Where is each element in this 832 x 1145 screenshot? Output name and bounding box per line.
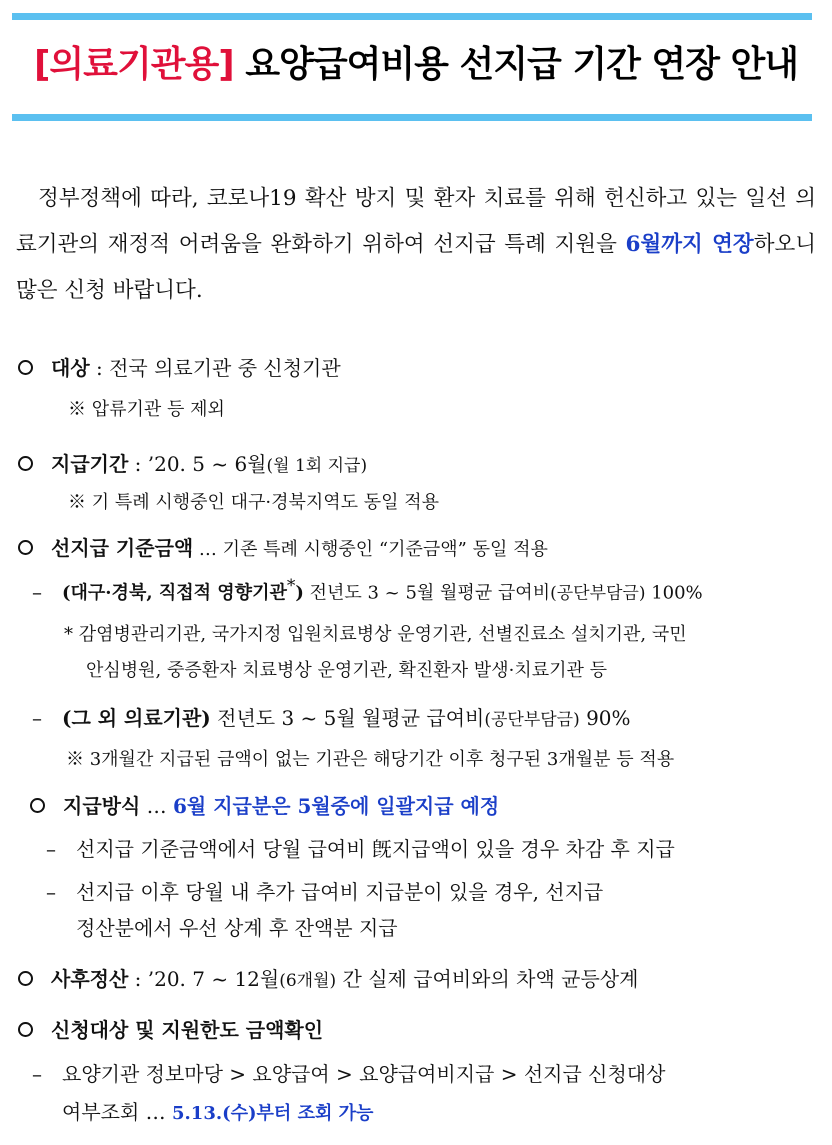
intro-text-end: 하오니 많은 신청 바랍니다.: [16, 232, 817, 303]
method-line: [30, 790, 499, 819]
base-sub1: [32, 576, 703, 605]
circle-bullet-icon: [18, 456, 33, 471]
base-sub2-label: (그 외 의료기관): [62, 706, 211, 730]
method-item-1: – 선지급 기준금액에서 당월 급여비 旣지급액이 있을 경우 차감 후 지급: [46, 837, 675, 861]
base-text: … 기존 특례 시행중인 “기준금액” 동일 적용: [193, 539, 548, 560]
dash-marker: –: [32, 579, 42, 604]
base-sub1-note-1: * 감염병관리기관, 국가지정 입원치료병상 운영기관, 선별진료소 설치기관, 국민: [64, 624, 687, 645]
base-sub2-text: 전년도 3 ~ 5월 월평균 급여비: [210, 706, 485, 730]
circle-bullet-icon: [30, 798, 45, 813]
apply-line: [18, 1014, 323, 1043]
apply-item-text: 요양기관 정보마당 > 요양급여 > 요양급여비지급 > 선지급 신청대상: [62, 1062, 666, 1086]
intro-highlight: 6월까지 연장: [625, 232, 754, 257]
method-item-2-cont: 정산분에서 우선 상계 후 잔액분 지급: [76, 916, 398, 940]
period-label: 지급기간: [51, 452, 129, 476]
circle-bullet-icon: [18, 360, 33, 375]
base-sub2: [32, 702, 631, 731]
base-sub2-note: ※ 3개월간 지급된 금액이 없는 기관은 해당기간 이후 청구된 3개월분 등 적용: [66, 749, 675, 770]
base-sub1-note-2: 안심병원, 중증환자 치료병상 운영기관, 확진환자 발생·치료기관 등: [86, 660, 607, 681]
apply-item-cont: [62, 1096, 373, 1125]
method-label: 지급방식: [63, 794, 141, 818]
settlement-paren: (6개월): [279, 971, 337, 991]
method-ellipsis: …: [140, 794, 173, 818]
method-item-1-text: 선지급 기준금액에서 당월 급여비 旣지급액이 있을 경우 차감 후 지급: [76, 837, 675, 861]
method-highlight: 6월 지급분은 5월중에 일괄지급 예정: [173, 794, 500, 818]
period-note: ※ 기 특례 시행중인 대구·경북지역도 동일 적용: [68, 492, 440, 513]
target-line: [18, 352, 341, 381]
page-title: [0, 36, 832, 87]
circle-bullet-icon: [18, 1022, 33, 1037]
circle-bullet-icon: [18, 540, 33, 555]
target-label: 대상: [51, 356, 90, 380]
base-label: 선지급 기준금액: [51, 536, 194, 560]
title-prefix: [의료기관용]: [33, 44, 234, 85]
base-sub1-label-end: ): [295, 582, 304, 604]
period-text-paren: (월 1회 지급): [266, 456, 368, 476]
base-sub1-paren: (공단부담금): [550, 583, 646, 604]
settlement-line: [18, 963, 638, 992]
base-sub1-star: *: [286, 576, 296, 596]
period-line: [18, 448, 367, 477]
base-sub1-pct: 100%: [645, 582, 703, 604]
base-sub2-pct: 90%: [579, 706, 631, 730]
settlement-label: 사후정산: [51, 967, 129, 991]
period-text: : ’20. 5 ~ 6월: [128, 452, 267, 476]
bottom-rule: [12, 114, 812, 121]
apply-highlight: 5.13.(수)부터 조회 가능: [172, 1103, 374, 1124]
settlement-text: : ’20. 7 ~ 12월: [128, 967, 280, 991]
method-item-2: – 선지급 이후 당월 내 추가 급여비 지급분이 있을 경우, 선지급: [46, 880, 604, 904]
intro-paragraph: [16, 176, 816, 314]
title-main: 요양급여비용 선지급 기간 연장 안내: [245, 44, 799, 85]
base-sub1-text: 전년도 3 ~ 5월 월평균 급여비: [303, 582, 551, 604]
settlement-text-end: 간 실제 급여비와의 차액 균등상계: [336, 967, 639, 991]
top-rule: [12, 13, 812, 20]
base-sub2-paren: (공단부담금): [484, 710, 580, 730]
target-note: ※ 압류기관 등 제외: [68, 399, 225, 420]
target-text: : 전국 의료기관 중 신청기관: [89, 356, 341, 380]
dash-marker: –: [32, 706, 42, 730]
intro-text: 정부정책에 따라, 코로나19 확산 방지 및 환자 치료를 위해 헌신하고 있는 일선 의료기관의 재정적 어려움을 완화하기 위하여 선지급 특례 지원을: [16, 186, 816, 257]
base-line: [18, 532, 548, 561]
method-item-2-text: 선지급 이후 당월 내 추가 급여비 지급분이 있을 경우, 선지급: [76, 880, 604, 904]
apply-item-text-2: 여부조회 …: [62, 1100, 172, 1124]
base-sub1-label: (대구·경북, 직접적 영향기관: [62, 582, 287, 604]
apply-item: – 요양기관 정보마당 > 요양급여 > 요양급여비지급 > 선지급 신청대상: [32, 1062, 666, 1086]
apply-label: 신청대상 및 지원한도 금액확인: [51, 1018, 324, 1042]
circle-bullet-icon: [18, 971, 33, 986]
